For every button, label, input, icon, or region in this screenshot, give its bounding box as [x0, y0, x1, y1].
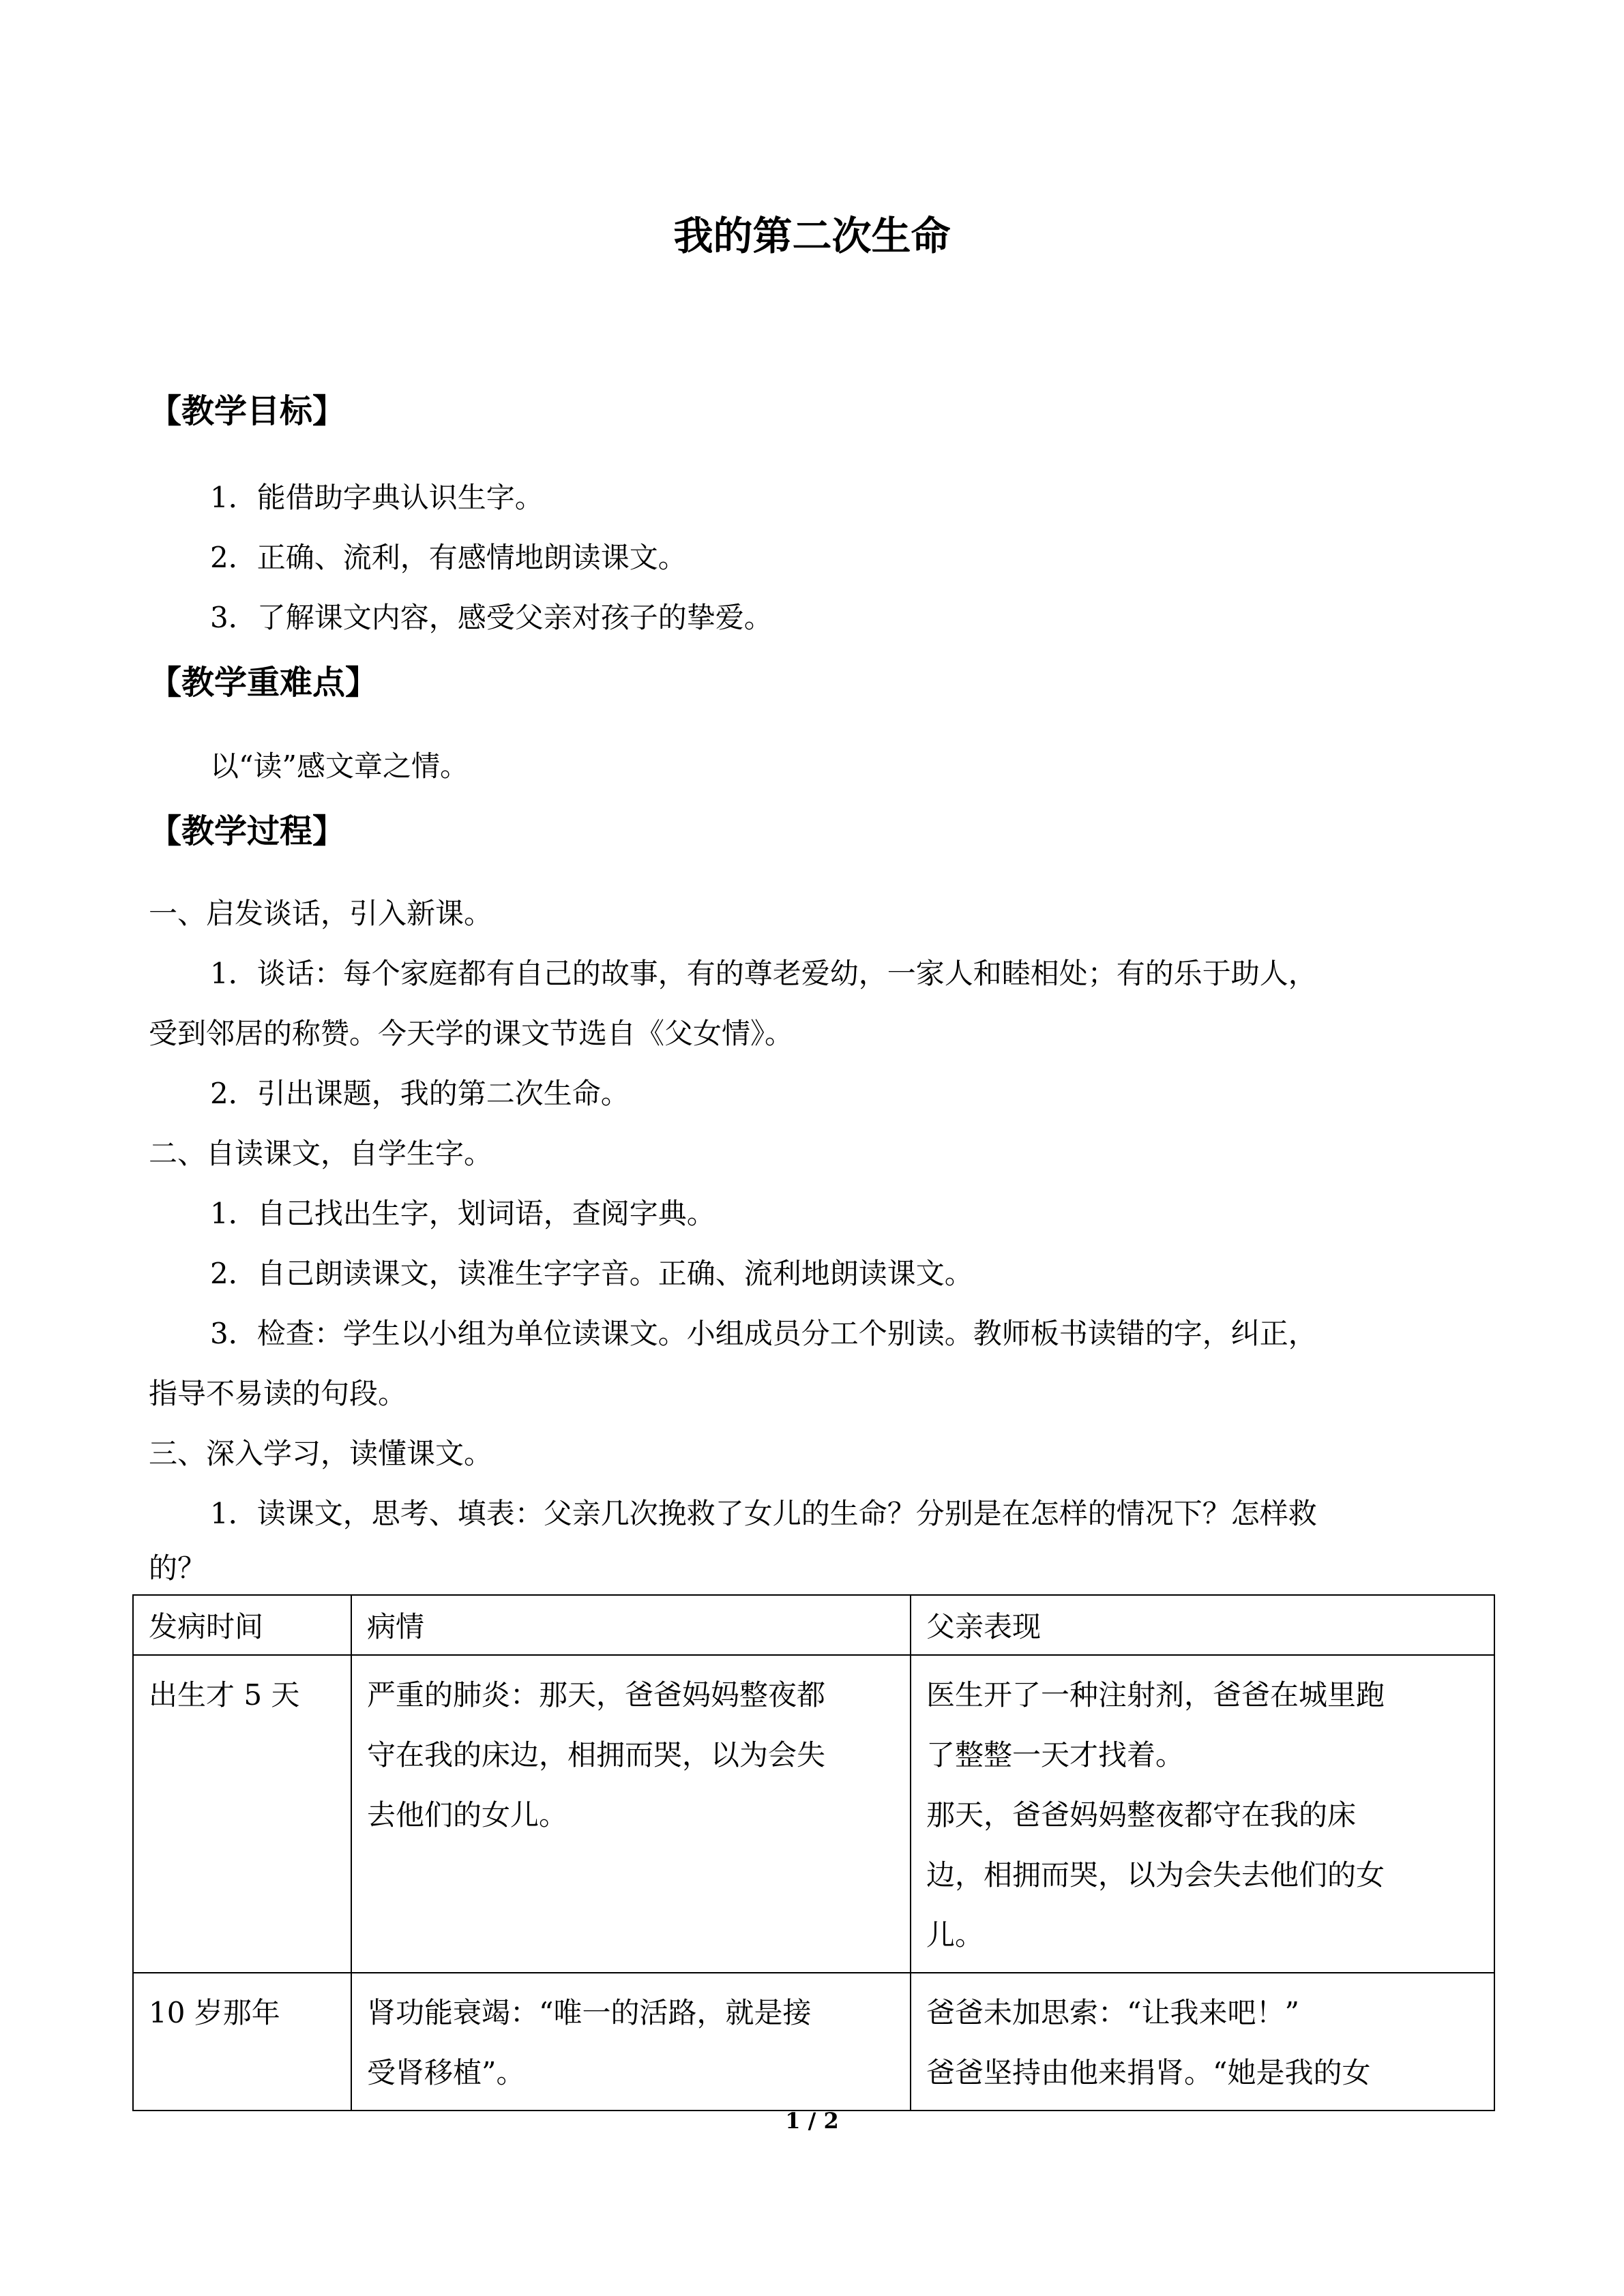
table-header-condition: 病情 — [351, 1595, 911, 1655]
section-heading-process: 【教学过程】 — [149, 812, 346, 850]
table-cell-condition — [351, 1655, 911, 1973]
step-1-heading: 一、启发谈话，引入新课。 — [149, 897, 493, 930]
step-2-item-3-line-1: 3．检查：学生以小组为单位读课文。小组成员分工个别读。教师板书读错的字，纠正， — [210, 1317, 1317, 1350]
table-cell-text: 儿。 — [926, 1918, 984, 1952]
table-cell-text: 医生开了一种注射剂，爸爸在城里跑 — [926, 1678, 1385, 1712]
table-cell-father — [911, 1973, 1494, 2111]
step-3-heading: 三、深入学习，读懂课文。 — [149, 1437, 493, 1470]
table-cell-time — [133, 1655, 351, 1973]
table-cell-text: 守在我的床边，相拥而哭，以为会失 — [367, 1738, 826, 1772]
step-1-item-1-line-2: 受到邻居的称赞。今天学的课文节选自《父女情》。 — [149, 1017, 794, 1050]
table-cell-text: 肾功能衰竭：“唯一的活路，就是接 — [367, 1996, 812, 2029]
table-cell-text: 爸爸坚持由他来捐肾。“她是我的女 — [926, 2056, 1371, 2089]
step-2-item-1: 1．自己找出生字，划词语，查阅字典。 — [210, 1197, 715, 1230]
table-cell-text: 那天，爸爸妈妈整夜都守在我的床 — [926, 1798, 1357, 1832]
table-cell-text: 10 岁那年 — [149, 1996, 280, 2029]
table-cell-text: 爸爸未加思索：“让我来吧！” — [926, 1996, 1299, 2029]
section-heading-goals: 【教学目标】 — [149, 392, 346, 430]
table-header-father-response: 父亲表现 — [911, 1595, 1494, 1655]
goal-item-3: 3．了解课文内容，感受父亲对孩子的挚爱。 — [210, 601, 773, 634]
step-2-heading: 二、自读课文，自学生字。 — [149, 1137, 493, 1170]
page-title: 我的第二次生命 — [673, 213, 951, 259]
goal-item-1: 1．能借助字典认识生字。 — [210, 481, 544, 514]
table-cell-text: 边，相拥而哭，以为会失去他们的女 — [926, 1858, 1385, 1892]
step-3-item-1-line-1: 1．读课文，思考、填表：父亲几次挽救了女儿的生命？分别是在怎样的情况下？怎样救 — [210, 1497, 1317, 1530]
table-row — [133, 1655, 1494, 1973]
table-cell-father — [911, 1655, 1494, 1973]
father-rescue-table — [132, 1594, 1495, 2111]
step-1-item-2: 2．引出课题，我的第二次生命。 — [210, 1077, 630, 1110]
step-2-item-2: 2．自己朗读课文，读准生字字音。正确、流利地朗读课文。 — [210, 1257, 973, 1290]
table-cell-condition — [351, 1973, 911, 2111]
key-point-text: 以“读”感文章之情。 — [210, 749, 469, 783]
table-cell-text: 出生才 5 天 — [149, 1678, 300, 1712]
step-1-item-1-line-1: 1．谈话：每个家庭都有自己的故事，有的尊老爱幼，一家人和睦相处；有的乐于助人， — [210, 957, 1317, 990]
step-3-item-1-line-2: 的？ — [149, 1551, 207, 1585]
table-cell-text: 严重的肺炎：那天，爸爸妈妈整夜都 — [367, 1678, 826, 1712]
table-cell-time — [133, 1973, 351, 2111]
table-cell-text: 去他们的女儿。 — [367, 1798, 568, 1832]
goal-item-2: 2．正确、流利，有感情地朗读课文。 — [210, 541, 687, 574]
table-cell-text: 受肾移植”。 — [367, 2056, 525, 2089]
table-row — [133, 1973, 1494, 2111]
page-number: 1 / 2 — [785, 2108, 839, 2134]
step-2-item-3-line-2: 指导不易读的句段。 — [149, 1377, 407, 1410]
table-header-onset-time: 发病时间 — [133, 1595, 351, 1655]
section-heading-key-points: 【教学重难点】 — [149, 664, 379, 702]
table-header-row — [133, 1595, 1494, 1655]
table-cell-text: 了整整一天才找着。 — [926, 1738, 1185, 1772]
